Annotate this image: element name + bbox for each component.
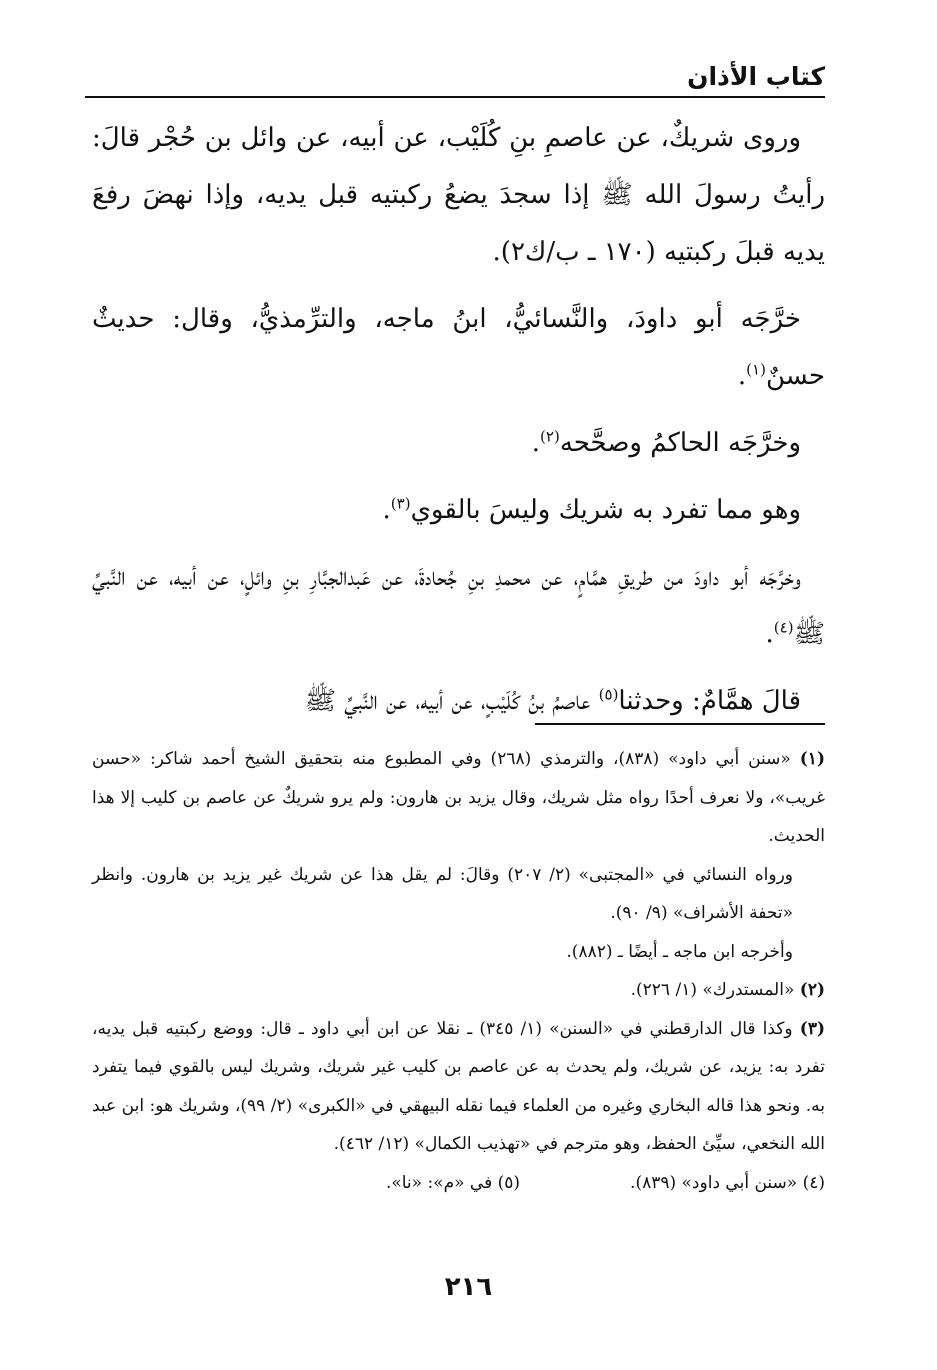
- paragraph-2-text: خرَّجَه أبو داودَ، والنَّسائيُّ، ابنُ ماجه، والترِّمذيُّ، وقال: حديثٌ حسنٌ: [92, 304, 825, 391]
- footnote-2: [92, 971, 825, 1010]
- paragraph-2-end: .: [737, 361, 747, 391]
- paragraph-1: وروى شريكٌ، عن عاصمِ بنِ كُلَيْب، عن أبيه، عن وائل بن حُجْر قالَ: رأيتُ رسولَ الله ﷺ إذا سجدَ يضعُ ركبتيه قبل يديه، وإذا نهضَ رفعَ يديه قبلَ ركبتيه (١٧٠ ـ ب/ك٢).: [92, 123, 825, 267]
- footnote-5-number: (٥): [497, 1172, 521, 1193]
- page-number: ٢١٦: [444, 1272, 493, 1302]
- footnote-4-number: (٤): [802, 1172, 825, 1193]
- paragraph-6-rest: عاصمُ بنُ كُلَيْبٍ، عن أبيه، عن النَّبيِّ ﷺ: [304, 686, 591, 716]
- paragraph-5-end: .: [765, 619, 774, 649]
- footnote-1-continued: ورواه النسائي في «المجتبى» (٢/ ٢٠٧) وقالَ: لم يقل هذا عن شريك غير يزيد بن هارون. وانظر «تحفة الأشراف» (٩/ ٩٠).: [92, 864, 793, 923]
- footnote-separator: [535, 723, 825, 725]
- paragraph-4-end: .: [382, 495, 391, 525]
- footnote-1-continued-2: وأخرجه ابن ماجه ـ أيضًا ـ (٨٨٢).: [566, 941, 793, 962]
- paragraph-3-end: .: [531, 428, 541, 458]
- footnote-ref-5[interactable]: (٥): [598, 685, 619, 704]
- paragraph-3: [92, 415, 825, 472]
- paragraph-3-text: وخرَّجَه الحاكمُ وصحَّحه: [559, 428, 801, 458]
- footnote-3-text: وكذا قال الدارقطني في «السنن» (١/ ٣٤٥) ـ نقلا عن ابن أبي داود ـ قال: ووضع ركبتيه قبل يديه، تفرد به: يزيد، عن شريك، ولم يحدث به عن عاصم بن كليب غير شريك، وشريك ليس بالقوي فيما يتفرد به. ونحو هذا قاله البخاري وغيره من العلماء فيما نقله البيهقي في «الكبرى» (٢/ ٩٩)، وشريك هو: ابن عبد الله النخعي، سيِّئ الحفظ، وهو مترجم في «تهذيب الكمال» (١٢/ ٤٦٢).: [92, 1018, 825, 1154]
- footnote-1-text: «سنن أبي داود» (٨٣٨)، والترمذي (٢٦٨) وفي المطبوع منه بتحقيق الشيخ أحمد شاكر: «حسن غريب»، ولا نعرف أحدًا رواه مثل شريك، وقال يزيد بن هارون: ولم يرو شريكٌ عن عاصم بن كليب إلا هذا الحديث.: [92, 749, 825, 846]
- footnote-5: [386, 1164, 520, 1203]
- footnote-ref-3[interactable]: (٣): [390, 494, 411, 513]
- footnotes: [92, 740, 825, 1202]
- footnote-2-number: (٢): [799, 980, 825, 1000]
- paragraph-4: [92, 482, 825, 539]
- header-rule: [85, 96, 825, 98]
- footnote-3-number: (٣): [799, 1018, 826, 1039]
- footnote-ref-1[interactable]: (١): [746, 360, 766, 379]
- footnote-4: [630, 1164, 825, 1203]
- main-text: [92, 110, 825, 730]
- footnote-3: [92, 1010, 825, 1164]
- paragraph-2: [92, 291, 825, 405]
- footnote-1: [92, 740, 825, 856]
- footnote-1-number: (١): [799, 749, 825, 769]
- footnote-4-text: «سنن أبي داود» (٨٣٩).: [630, 1172, 798, 1193]
- paragraph-4-text: وهو مما تفرد به شريك وليسَ بالقوي: [410, 495, 801, 525]
- paragraph-5: [92, 549, 825, 663]
- footnote-5-text: في «م»: «نا».: [385, 1172, 493, 1193]
- paragraph-6: [92, 673, 825, 730]
- footnote-2-text: «المستدرك» (١/ ٢٢٦).: [630, 980, 795, 1000]
- running-head: كتاب الأذان: [687, 62, 825, 91]
- footnote-ref-2[interactable]: (٢): [540, 427, 560, 446]
- footnotes-4-5-row: [92, 1164, 825, 1203]
- footnote-ref-4[interactable]: (٤): [773, 618, 794, 637]
- paragraph-6-start: قالَ همَّامٌ: وحدثنا: [618, 686, 801, 716]
- paragraph-5-text: وخرَّجَه أبو داودَ من طريقِ همَّامٍ، عن محمدِ بنِ جُحادةَ، عن عَبدالجبَّارِ بنِ وائلٍ، عن أبيه، عن النَّبيِّ ﷺ: [92, 562, 825, 649]
